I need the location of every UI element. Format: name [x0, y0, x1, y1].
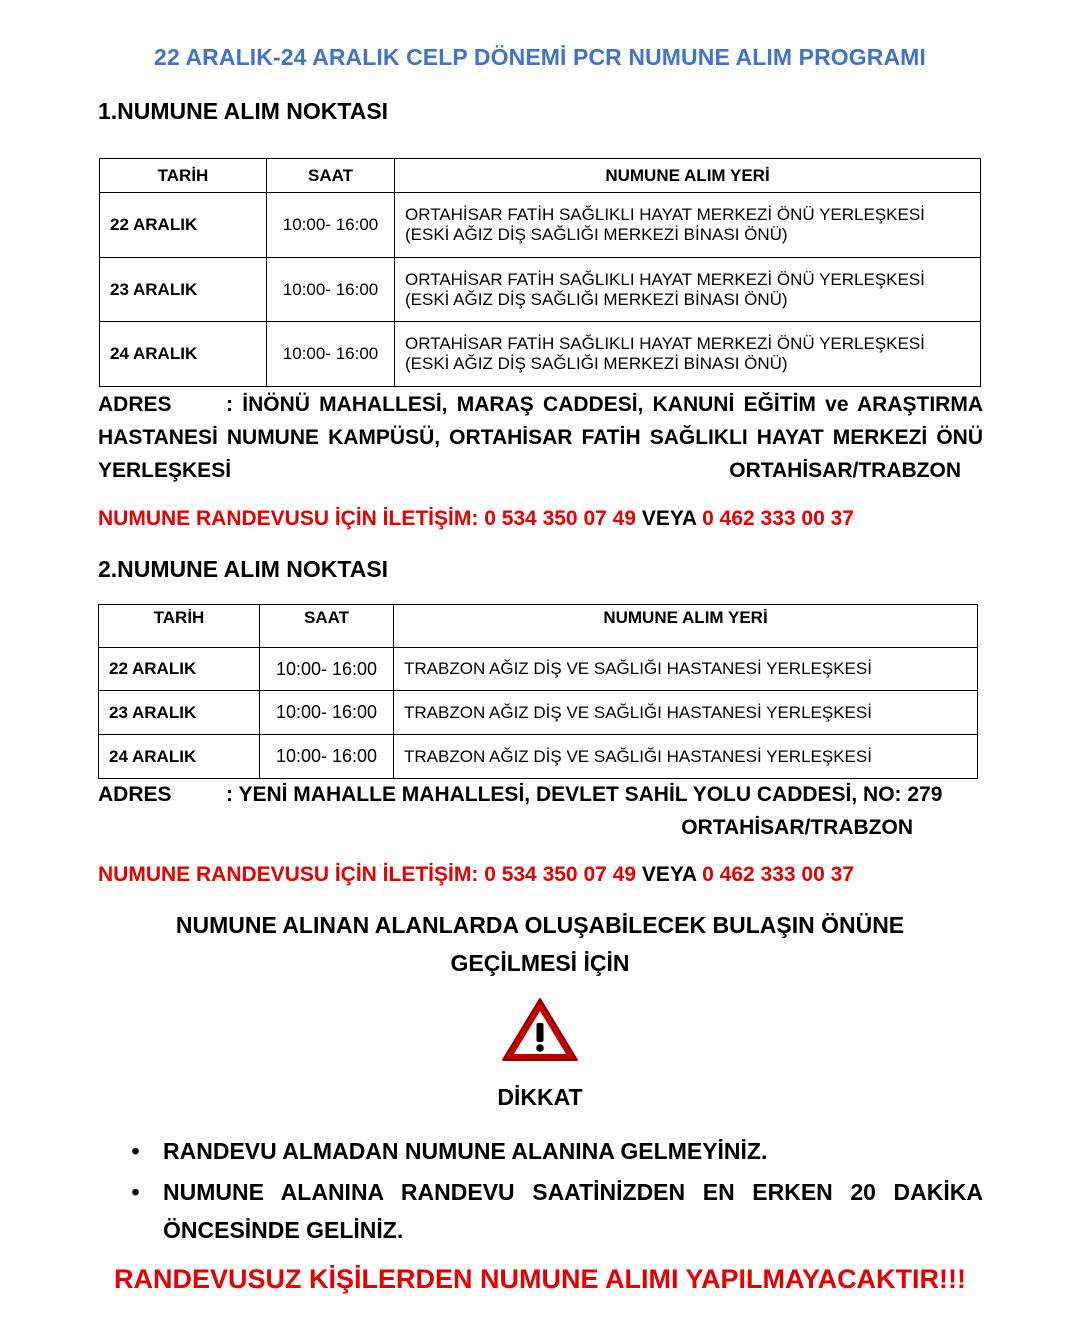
- list-item: [108, 1132, 983, 1170]
- col-header-date: TARİH: [99, 605, 260, 648]
- row-time: 10:00- 16:00: [267, 258, 395, 322]
- section-1-heading: 1.NUMUNE ALIM NOKTASI: [98, 98, 389, 124]
- row-time: 10:00- 16:00: [260, 691, 394, 735]
- table-row: [99, 691, 978, 735]
- contact-label: NUMUNE RANDEVUSU İÇİN İLETİŞİM:: [98, 507, 479, 530]
- table-row: [100, 258, 981, 322]
- row-time: 10:00- 16:00: [260, 735, 394, 779]
- contact-phone-1: 0 534 350 07 49: [484, 863, 636, 886]
- row-time: 10:00- 16:00: [267, 322, 395, 387]
- warning-heading: [0, 906, 1080, 982]
- contact-line-1: [98, 507, 854, 531]
- col-header-time: SAAT: [267, 159, 395, 193]
- page-title: 22 ARALIK-24 ARALIK CELP DÖNEMİ PCR NUMUNE ALIM PROGRAMI: [154, 44, 926, 70]
- address-label: ADRES: [98, 393, 172, 416]
- warning-heading-line-1: NUMUNE ALINAN ALANLARDA OLUŞABİLECEK BULAŞIN ÖNÜNE: [175, 912, 905, 938]
- address-label: ADRES: [98, 783, 172, 806]
- table-row: [100, 193, 981, 258]
- address-text: : İNÖNÜ MAHALLESİ, MARAŞ CADDESİ, KANUNİ EĞİTİM ve ARAŞTIRMA HASTANESİ NUMUNE KAMPÜSÜ, ORTAHİSAR FATİH SAĞLIKLI HAYAT MERKEZİ ÖNÜ YERLEŞKESİ: [98, 393, 983, 482]
- row-place: ORTAHİSAR FATİH SAĞLIKLI HAYAT MERKEZİ ÖNÜ YERLEŞKESİ (ESKİ AĞIZ DİŞ SAĞLIĞI MERKEZİ BİNASI ÖNÜ): [395, 193, 981, 258]
- row-date: 24 ARALIK: [100, 322, 267, 387]
- rule-text: RANDEVU ALMADAN NUMUNE ALANINA GELMEYİNİZ.: [163, 1138, 768, 1164]
- table-row: [100, 322, 981, 387]
- row-date: 22 ARALIK: [99, 648, 260, 691]
- address-city: ORTAHİSAR/TRABZON: [681, 816, 913, 839]
- contact-phone-1: 0 534 350 07 49: [484, 507, 636, 530]
- schedule-table-1: [99, 158, 981, 387]
- row-date: 23 ARALIK: [100, 258, 267, 322]
- row-place: TRABZON AĞIZ DİŞ VE SAĞLIĞI HASTANESİ YERLEŞKESİ: [394, 735, 978, 779]
- row-place: ORTAHİSAR FATİH SAĞLIKLI HAYAT MERKEZİ ÖNÜ YERLEŞKESİ (ESKİ AĞIZ DİŞ SAĞLIĞI MERKEZİ BİNASI ÖNÜ): [395, 322, 981, 387]
- contact-line-2: [98, 863, 854, 887]
- contact-phone-2: 0 462 333 00 37: [702, 863, 854, 886]
- list-item: [108, 1173, 983, 1249]
- section-2-heading: 2.NUMUNE ALIM NOKTASI: [98, 556, 389, 582]
- warning-heading-line-2: GEÇİLMESİ İÇİN: [450, 950, 630, 976]
- address-city: ORTAHİSAR/TRABZON: [729, 459, 961, 482]
- rule-text: NUMUNE ALANINA RANDEVU SAATİNİZDEN EN ERKEN 20 DAKİKA ÖNCESİNDE GELİNİZ.: [163, 1179, 983, 1243]
- row-time: 10:00- 16:00: [260, 648, 394, 691]
- attention-label: DİKKAT: [497, 1084, 583, 1110]
- table-row: [99, 735, 978, 779]
- rules-list: [108, 1132, 983, 1249]
- contact-or: VEYA: [641, 507, 697, 530]
- warning-triangle-icon: [500, 996, 580, 1064]
- final-warning: RANDEVUSUZ KİŞİLERDEN NUMUNE ALIMI YAPILMAYACAKTIR!!!: [113, 1264, 967, 1294]
- row-time: 10:00- 16:00: [267, 193, 395, 258]
- bullet-icon: •: [131, 1138, 140, 1164]
- row-date: 22 ARALIK: [100, 193, 267, 258]
- row-date: 23 ARALIK: [99, 691, 260, 735]
- schedule-table-2: [98, 604, 978, 779]
- bullet-icon: •: [131, 1179, 140, 1205]
- row-date: 24 ARALIK: [99, 735, 260, 779]
- col-header-date: TARİH: [100, 159, 267, 193]
- col-header-place: NUMUNE ALIM YERİ: [395, 159, 981, 193]
- row-place: ORTAHİSAR FATİH SAĞLIKLI HAYAT MERKEZİ ÖNÜ YERLEŞKESİ (ESKİ AĞIZ DİŞ SAĞLIĞI MERKEZİ BİNASI ÖNÜ): [395, 258, 981, 322]
- row-place: TRABZON AĞIZ DİŞ VE SAĞLIĞI HASTANESİ YERLEŞKESİ: [394, 691, 978, 735]
- row-place: TRABZON AĞIZ DİŞ VE SAĞLIĞI HASTANESİ YERLEŞKESİ: [394, 648, 978, 691]
- col-header-place: NUMUNE ALIM YERİ: [394, 605, 978, 648]
- contact-or: VEYA: [641, 863, 697, 886]
- address-text: : YENİ MAHALLE MAHALLESİ, DEVLET SAHİL YOLU CADDESİ, NO: 279: [226, 783, 943, 806]
- contact-phone-2: 0 462 333 00 37: [702, 507, 854, 530]
- table-row: [99, 648, 978, 691]
- address-2: [98, 778, 983, 839]
- contact-label: NUMUNE RANDEVUSU İÇİN İLETİŞİM:: [98, 863, 479, 886]
- address-1: [98, 388, 983, 487]
- col-header-time: SAAT: [260, 605, 394, 648]
